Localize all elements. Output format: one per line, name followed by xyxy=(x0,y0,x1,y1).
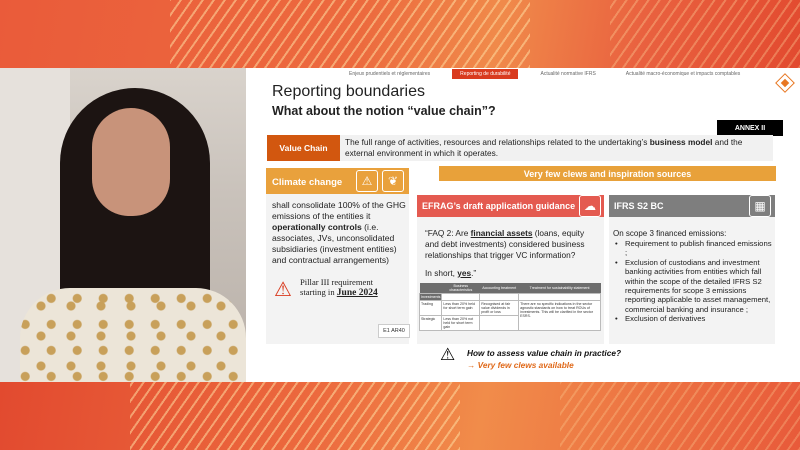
list-item: • Exclusion of custodians and investment banking activities from entities which fall within the scope of the detailed IFRS S2 requirements for scope 3 emissions reporting applicable to asset management, commercial banking and insurance ; xyxy=(613,258,773,314)
background-banner-bottom xyxy=(0,382,800,450)
brand-logo-icon xyxy=(775,73,795,93)
efrag-in-short: In short, yes.” xyxy=(425,268,477,278)
decorative-stripes xyxy=(610,0,800,68)
efrag-faq: “FAQ 2: Are financial assets (loans, equity and debt investments) considered business relationships that trigger VC information? xyxy=(425,228,585,260)
presenter-video xyxy=(0,68,246,382)
ifrs-label: IFRS S2 BC xyxy=(614,201,664,211)
efrag-label: EFRAG’s draft application guidance xyxy=(422,201,576,211)
ifrs-header xyxy=(609,195,775,217)
table-row: Investments xyxy=(420,294,601,301)
warning-icon: ⚠ xyxy=(356,170,378,192)
chart-icon: ▦ xyxy=(749,195,771,217)
nav-tab-ifrs[interactable]: Actualité normative IFRS xyxy=(540,71,596,77)
few-clews-banner: Very few clews and inspiration sources xyxy=(439,166,776,181)
howto-question: How to assess value chain in practice? xyxy=(467,348,622,358)
list-item: • Exclusion of derivatives xyxy=(613,314,773,323)
reference-tag: E1 AR40 xyxy=(378,324,410,338)
table-header: Accounting treatment xyxy=(480,283,519,294)
decorative-stripes xyxy=(560,382,800,450)
climate-change-panel xyxy=(266,194,409,344)
plant-icon: ❦ xyxy=(382,170,404,192)
table-header xyxy=(420,283,442,294)
list-item: • Requirement to publish financed emissions ; xyxy=(613,239,773,258)
table-header: Business characteristics xyxy=(442,283,480,294)
pillar-requirement: Pillar III requirement starting in June 2024 xyxy=(300,277,378,299)
background-banner-top xyxy=(0,0,800,68)
climate-change-header xyxy=(266,168,409,194)
ifrs-panel xyxy=(609,217,775,344)
presenter-face xyxy=(92,108,170,216)
value-chain-definition: The full range of activities, resources and relationships related to the undertaking’s business model and the external environment in which it operates. xyxy=(340,135,773,161)
table-row: Strategic Less than 20% not held for short term gain xyxy=(420,316,601,331)
climate-change-label: Climate change xyxy=(272,177,343,188)
presentation-slide xyxy=(246,68,800,382)
decorative-stripes xyxy=(130,382,460,450)
climate-change-text: shall consolidate 100% of the GHG emissions of the entities it operationally controls (i.e. associates, JVs, unconsolidated subsidiaries (investment entities) and contractual arrangements) xyxy=(272,200,406,265)
efrag-header xyxy=(417,195,604,217)
presenter-jacket xyxy=(20,288,246,382)
nav-tab-prudential[interactable]: Enjeux prudentiels et réglementaires xyxy=(349,71,431,77)
slide-nav xyxy=(341,68,748,80)
slide-title: Reporting boundaries xyxy=(272,83,425,100)
nav-tab-sustainability-reporting[interactable]: Reporting de durabilité xyxy=(452,69,518,79)
warning-icon: ⚠ xyxy=(440,345,456,364)
ifrs-heading: On scope 3 financed emissions: xyxy=(613,229,727,238)
slide-subtitle: What about the notion “value chain”? xyxy=(272,104,496,118)
nav-tab-macro[interactable]: Actualité macro-économique et impacts comptables xyxy=(625,71,741,77)
annex-badge: ANNEX II xyxy=(717,120,783,136)
table-row: Trading Less than 20% held for short term gain Recognised at fair value dividends in profit or loss There are no specific indications in the sector agnostic standards on how to treat ROUs of investments. This will be clarified in the sector ESRS. xyxy=(420,301,601,316)
ifrs-list xyxy=(613,239,773,324)
value-chain-label: Value Chain xyxy=(267,135,340,161)
decorative-stripes xyxy=(170,0,530,68)
efrag-table xyxy=(419,283,601,331)
howto-answer: → Very few clews available xyxy=(467,360,574,370)
efrag-panel xyxy=(417,217,604,344)
warning-icon: ⚠ xyxy=(274,279,292,301)
co2-icon: ☁ xyxy=(579,195,601,217)
table-header: Treatment for sustainability statement xyxy=(519,283,601,294)
